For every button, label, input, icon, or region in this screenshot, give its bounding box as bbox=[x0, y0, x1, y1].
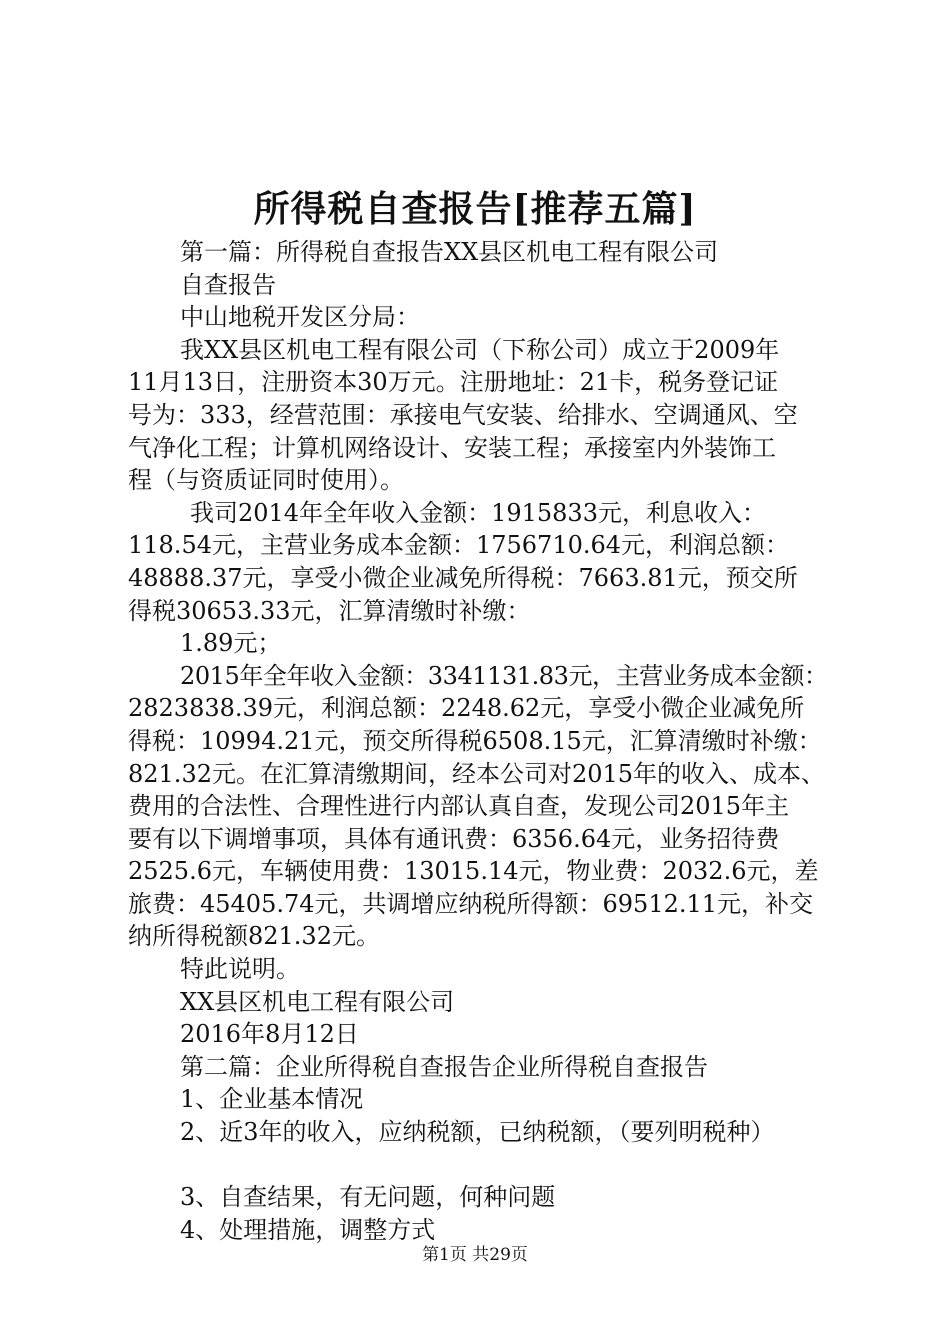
paragraph-line: 2525.6元，车辆使用费：13015.14元，物业费：2032.6元，差 bbox=[128, 857, 819, 886]
page-footer: 第1页 共29页 bbox=[422, 1245, 528, 1265]
paragraph-line: 我XX县区机电工程有限公司（下称公司）成立于2009年 bbox=[180, 335, 780, 364]
signature-date: 2016年8月12日 bbox=[180, 1020, 359, 1049]
paragraph-line: 2015年全年收入金额：3341131.83元，主营业务成本金额： bbox=[180, 661, 828, 690]
document-body bbox=[128, 236, 834, 1246]
paragraph-line: 2823838.39元，利润总额：2248.62元，享受小微企业减免所 bbox=[128, 694, 805, 723]
section-heading-2: 第二篇：企业所得税自查报告企业所得税自查报告 bbox=[180, 1052, 708, 1081]
paragraph-line: 纳所得税额821.32元。 bbox=[128, 922, 380, 951]
signature-company: XX县区机电工程有限公司 bbox=[180, 987, 455, 1016]
paragraph-line: 气净化工程；计算机网络设计、安装工程；承接室内外装饰工 bbox=[128, 433, 776, 462]
paragraph-line: 821.32元。在汇算清缴期间，经本公司对2015年的收入、成本、 bbox=[128, 759, 826, 788]
list-item: 1、企业基本情况 bbox=[180, 1085, 364, 1114]
recipient-line: 中山地税开发区分局： bbox=[180, 303, 420, 332]
paragraph-line: 48888.37元，享受小微企业减免所得税：7663.81元，预交所 bbox=[128, 563, 798, 592]
paragraph-line: 得税30653.33元，汇算清缴时补缴： bbox=[128, 596, 531, 625]
paragraph-line: 旅费：45405.74元，共调增应纳税所得额：69512.11元，补交 bbox=[128, 889, 814, 918]
closing-line: 特此说明。 bbox=[180, 955, 300, 984]
paragraph-line: 11月13日，注册资本30万元。注册地址：21卡，税务登记证 bbox=[128, 368, 779, 397]
list-item: 4、处理措施，调整方式 bbox=[180, 1215, 436, 1244]
blank-line bbox=[128, 1149, 834, 1182]
paragraph-line: 我司2014年全年收入金额：1915833元，利息收入： bbox=[190, 498, 766, 527]
list-item: 2、近3年的收入，应纳税额，已纳税额，（要列明税种） bbox=[180, 1118, 775, 1147]
text-line: 自查报告 bbox=[180, 270, 276, 299]
paragraph-line: 程（与资质证同时使用）。 bbox=[128, 466, 404, 495]
paragraph-line: 1.89元； bbox=[180, 629, 282, 658]
document-title: 所得税自查报告[推荐五篇] bbox=[253, 188, 697, 230]
paragraph-line: 要有以下调增事项，具体有通讯费：6356.64元，业务招待费 bbox=[128, 824, 780, 853]
list-item: 3、自查结果，有无问题，何种问题 bbox=[180, 1183, 556, 1212]
paragraph-line: 得税：10994.21元，预交所得税6508.15元，汇算清缴时补缴： bbox=[128, 726, 822, 755]
paragraph-line: 号为：333，经营范围：承接电气安装、给排水、空调通风、空 bbox=[128, 400, 798, 429]
section-heading-1: 第一篇：所得税自查报告XX县区机电工程有限公司 bbox=[180, 238, 719, 266]
paragraph-line: 费用的合法性、合理性进行内部认真自查，发现公司2015年主 bbox=[128, 792, 790, 821]
paragraph-line: 118.54元，主营业务成本金额：1756710.64元，利润总额： bbox=[128, 531, 790, 560]
